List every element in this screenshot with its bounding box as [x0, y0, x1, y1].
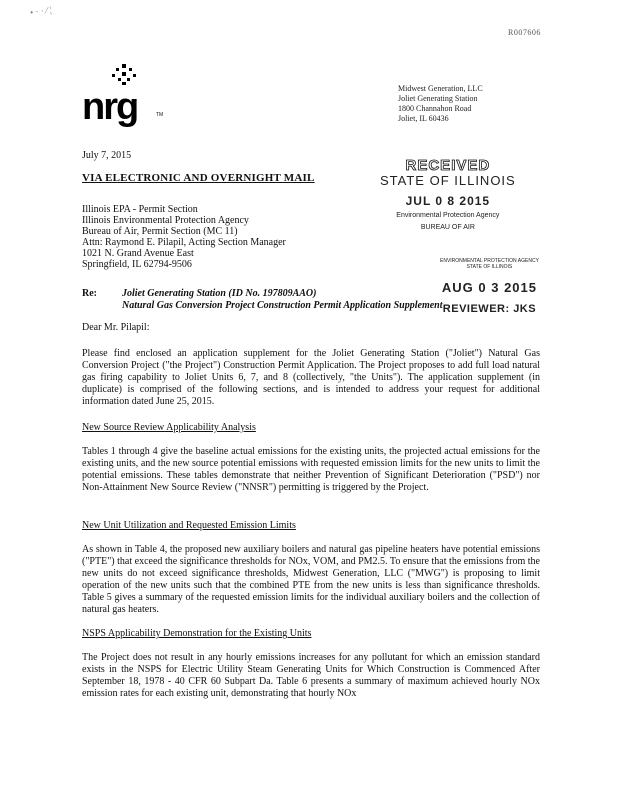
salutation: Dear Mr. Pilapil: — [82, 322, 150, 333]
body-paragraph: The Project does not result in any hourly emissions increases for any pollutant for which an emission standard exists in the NSPS for Electric Utility Steam Generating Units for Which Construction is Commenced After September 18, 1978 - 40 CFR 60 Subpart Da. Table 6 presents a summary of maximum achieved hourly NOx emission rates for each existing unit, demonstrating that hourly NOx — [82, 652, 540, 699]
trademark-mark: TM — [156, 112, 164, 118]
section-heading: NSPS Applicability Demonstration for the Existing Units — [82, 628, 312, 639]
review-stamp — [440, 258, 539, 315]
recipient-line: Attn: Raymond E. Pilapil, Acting Section Manager — [82, 237, 286, 248]
recipient-line: Bureau of Air, Permit Section (MC 11) — [82, 226, 238, 237]
re-subject — [122, 288, 443, 312]
delivery-method: VIA ELECTRONIC AND OVERNIGHT MAIL — [82, 172, 315, 184]
received-stamp-bureau: BUREAU OF AIR — [420, 224, 475, 231]
recipient-line: Illinois EPA - Permit Section — [82, 204, 198, 215]
received-stamp — [380, 158, 516, 232]
recipient-address — [82, 204, 286, 270]
re-subject-line: Natural Gas Conversion Project Construction Permit Application Supplement — [122, 300, 443, 311]
re-label: Re: — [82, 288, 97, 299]
margin-scribble: • · · ⁄ ¦ — [29, 4, 53, 18]
review-stamp-state: STATE OF ILLINOIS — [466, 264, 513, 270]
letter-date: July 7, 2015 — [82, 150, 132, 161]
body-paragraph: Please find enclosed an application supplement for the Joliet Generating Station ("Joliet") Natural Gas Conversion Project ("the Project") Construction Permit Application. The Project proposes to add full load natural gas firing capability to Joliet Units 6, 7, and 8 (collectively, "the Units"). The application supplement (in duplicate) is comprised of the following sections, and is intended to address your request for additional information dated June 25, 2015. — [82, 348, 540, 407]
recipient-line: Illinois Environmental Protection Agency — [82, 215, 249, 226]
recipient-line: Springfield, IL 62794-9506 — [82, 259, 192, 270]
section-heading: New Source Review Applicability Analysis — [82, 422, 256, 433]
company-address-line: 1800 Channahon Road — [398, 104, 472, 113]
received-stamp-title: RECEIVED — [405, 157, 491, 174]
review-stamp-agency: ENVIRONMENTAL PROTECTION AGENCY — [440, 258, 539, 264]
body-paragraph: As shown in Table 4, the proposed new auxiliary boilers and natural gas pipeline heaters have potential emissions ("PTE") that exceed the significance thresholds for NOx, VOM, and PM2.5. To ensure that the emissions from the new units do not exceed significance thresholds, Midwest Generation, LLC ("MWG") is proposing to limit operation of the new units such that the combined PTE from the new units is less than significance thresholds. Table 5 gives a summary of the requested emission limits for the individual auxiliary boilers and the collection of natural gas heaters. — [82, 544, 540, 615]
nrg-wordmark: nrg — [82, 86, 138, 128]
company-address-line: Joliet, IL 60436 — [398, 114, 449, 123]
review-stamp-reviewer: REVIEWER: JKS — [442, 303, 537, 315]
body-paragraph: Tables 1 through 4 give the baseline actual emissions for the existing units, the projected actual emissions for the existing units, and the new source potential emissions with requested emission limits for the new units to limit the potential emissions. These tables demonstrate that neither Prevention of Significant Deterioration ("PSD") nor Non-Attainment New Source Review ("NNSR") permitting is triggered by the Project. — [82, 446, 540, 493]
recipient-line: 1021 N. Grand Avenue East — [82, 248, 194, 259]
received-stamp-date: JUL 0 8 2015 — [405, 194, 491, 208]
section-heading: New Unit Utilization and Requested Emission Limits — [82, 520, 296, 531]
company-address — [398, 84, 483, 124]
company-address-line: Midwest Generation, LLC — [398, 84, 483, 93]
received-stamp-agency: Environmental Protection Agency — [396, 212, 500, 219]
received-stamp-state: STATE OF ILLINOIS — [380, 173, 516, 188]
re-subject-line: Joliet Generating Station (ID No. 197809AAO) — [122, 288, 317, 299]
review-stamp-date: AUG 0 3 2015 — [441, 280, 537, 295]
company-address-line: Joliet Generating Station — [398, 94, 478, 103]
nrg-logo — [82, 62, 164, 128]
page-id: R007606 — [508, 28, 541, 37]
